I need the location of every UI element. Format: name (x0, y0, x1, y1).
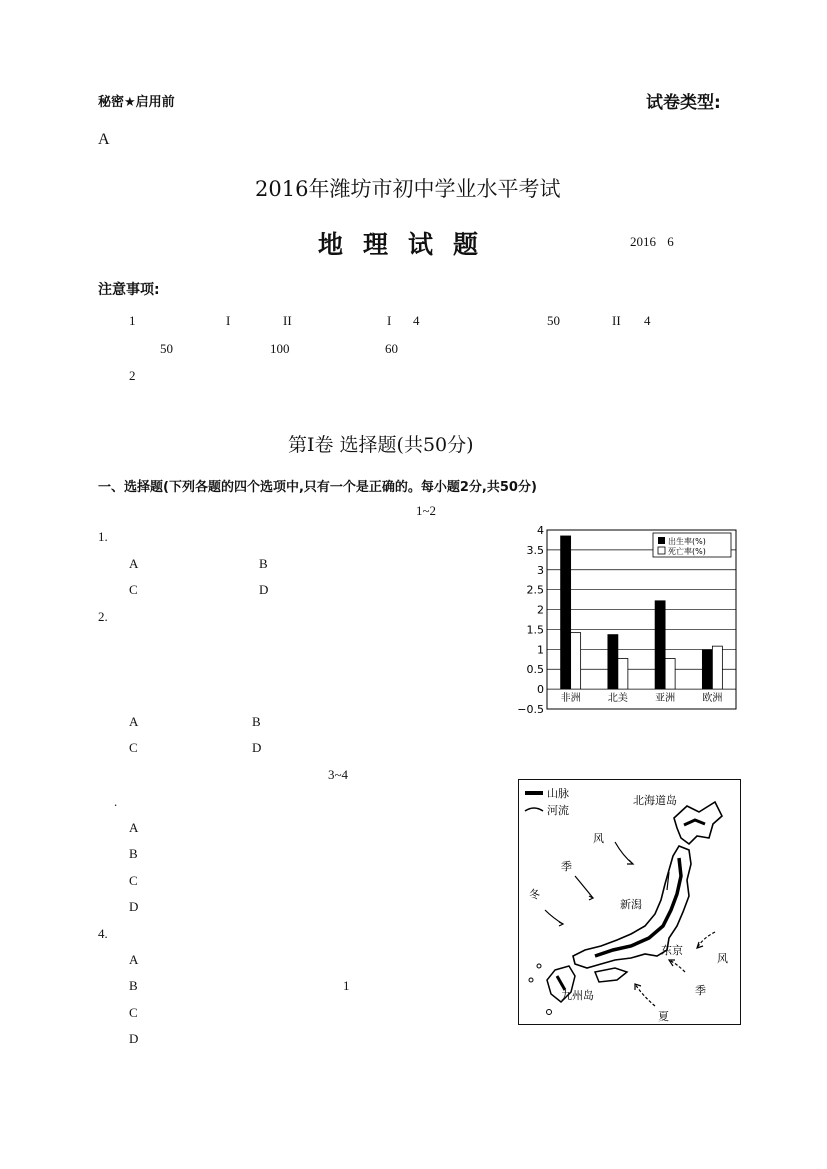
q3-number: . (114, 794, 118, 809)
hokkaido-label: 北海道岛 (633, 794, 677, 807)
notice-l1-6: 50 (547, 313, 560, 328)
death-rate-bar (571, 633, 581, 689)
death-rate-bar (665, 658, 675, 689)
summer-wind-arrow (697, 932, 715, 948)
notice-l1-4: I (387, 313, 392, 328)
q2-option-c[interactable]: C (129, 740, 138, 755)
small-island (529, 978, 533, 982)
chart-y-tick-label: 2 (537, 603, 544, 617)
summer-ji-label: 季 (695, 984, 706, 997)
summer-wind-arrow (635, 984, 655, 1006)
death-rate-bar (618, 658, 628, 689)
legend-death-label: 死亡率(%) (668, 547, 706, 556)
notice-l2-1: 50 (160, 341, 173, 356)
notice-l1-1: 1 (129, 313, 136, 328)
q3-option-c[interactable]: C (129, 873, 138, 888)
winter-wind-arrow (575, 876, 593, 898)
winter-dong-label: 冬 (529, 888, 540, 901)
chart-y-tick-label: 1.5 (526, 623, 544, 637)
summer-wind-arrowhead (669, 960, 675, 966)
subject-title: 地理试题 (318, 230, 499, 259)
shikoku-island (595, 968, 627, 982)
chart-y-tick-label: 4 (537, 524, 544, 537)
q2-number: 2. (98, 609, 108, 624)
kyushu-label: 九州岛 (561, 989, 594, 1002)
q4-option-a[interactable]: A (129, 952, 139, 967)
winter-wind-arrow (545, 910, 563, 924)
notice-l3: 2 (129, 368, 136, 383)
q1-option-a[interactable]: A (129, 556, 139, 571)
q2-option-a[interactable]: A (129, 714, 139, 729)
notice-l2-2: 100 (270, 341, 290, 356)
winter-feng-label: 风 (593, 832, 604, 845)
legend-river-label: 河流 (547, 804, 569, 817)
chart-category-label: 北美 (607, 693, 628, 705)
q2-option-d[interactable]: D (252, 740, 262, 755)
q1-option-c[interactable]: C (129, 582, 138, 597)
chart-svg (515, 522, 740, 714)
chart-y-tick-label: −0.5 (517, 703, 544, 714)
q4-option-d[interactable]: D (129, 1031, 139, 1046)
death-rate-bar (712, 646, 722, 689)
birth-death-rate-chart (515, 522, 740, 714)
small-island (537, 964, 541, 968)
paper-type-value: A (98, 131, 110, 148)
q3-option-b[interactable]: B (129, 846, 138, 861)
q4-number: 4. (98, 926, 108, 941)
tokyo-label: 东京 (661, 944, 683, 957)
q1-option-b[interactable]: B (259, 556, 268, 571)
notice-l1-8: 4 (644, 313, 651, 328)
summer-wind-arrowhead (697, 942, 703, 948)
section1-instruction: 一、选择题(下列各题的四个选项中,只有一个是正确的。每小题2分,共50分) (98, 480, 537, 495)
paper-type-label: 试卷类型: (646, 93, 721, 113)
q4-extra: 1 (343, 978, 350, 993)
q1-number: 1. (98, 529, 108, 544)
section1-title: 第Ⅰ卷 选择题(共50分) (288, 434, 474, 456)
group2-range: 3~4 (328, 767, 349, 782)
hokkaido-island (674, 802, 722, 844)
q3-option-a[interactable]: A (129, 820, 139, 835)
chart-category-label: 亚洲 (655, 693, 676, 705)
japan-map (518, 779, 741, 1025)
notice-heading: 注意事项: (98, 282, 160, 298)
chart-y-tick-label: 2.5 (526, 583, 544, 597)
winter-wind-arrowhead (559, 922, 563, 926)
chart-y-tick-label: 3.5 (526, 543, 544, 557)
notice-l1-2: I (226, 313, 231, 328)
legend-death-swatch (658, 547, 665, 554)
q2-option-b[interactable]: B (252, 714, 261, 729)
notice-l1-7: II (612, 313, 621, 328)
q3-option-d[interactable]: D (129, 899, 139, 914)
niigata-label: 新潟 (620, 898, 642, 911)
exam-date: 2016 6 (630, 234, 674, 249)
legend-birth-swatch (658, 537, 665, 544)
summer-feng-label: 风 (717, 952, 728, 965)
legend-mountain-label: 山脉 (547, 787, 569, 800)
notice-l1-3: II (283, 313, 292, 328)
legend-birth-label: 出生率(%) (668, 537, 706, 546)
group1-range: 1~2 (416, 503, 437, 518)
summer-xia-label: 夏 (658, 1010, 669, 1023)
secret-label: 秘密★启用前 (98, 95, 175, 110)
summer-wind-arrowhead (635, 984, 641, 990)
q1-option-d[interactable]: D (259, 582, 269, 597)
chart-category-label: 欧洲 (702, 693, 723, 705)
notice-l2-3: 60 (385, 341, 398, 356)
chart-category-label: 非洲 (560, 693, 581, 705)
chart-y-tick-label: 0 (537, 683, 544, 697)
chart-y-tick-label: 3 (537, 563, 544, 577)
exam-title: 2016年潍坊市初中学业水平考试 (255, 177, 561, 201)
q4-option-b[interactable]: B (129, 978, 138, 993)
birth-rate-bar (702, 650, 712, 689)
birth-rate-bar (561, 536, 571, 689)
notice-l1-5: 4 (413, 313, 420, 328)
q4-option-c[interactable]: C (129, 1005, 138, 1020)
birth-rate-bar (655, 601, 665, 689)
japan-map-svg (519, 780, 739, 1023)
chart-y-tick-label: 0.5 (526, 663, 544, 677)
small-island (547, 1010, 552, 1015)
summer-wind-arrow (669, 960, 685, 972)
birth-rate-bar (608, 635, 618, 689)
winter-ji-label: 季 (561, 860, 572, 873)
chart-y-tick-label: 1 (537, 643, 544, 657)
legend-river-line (525, 808, 543, 811)
